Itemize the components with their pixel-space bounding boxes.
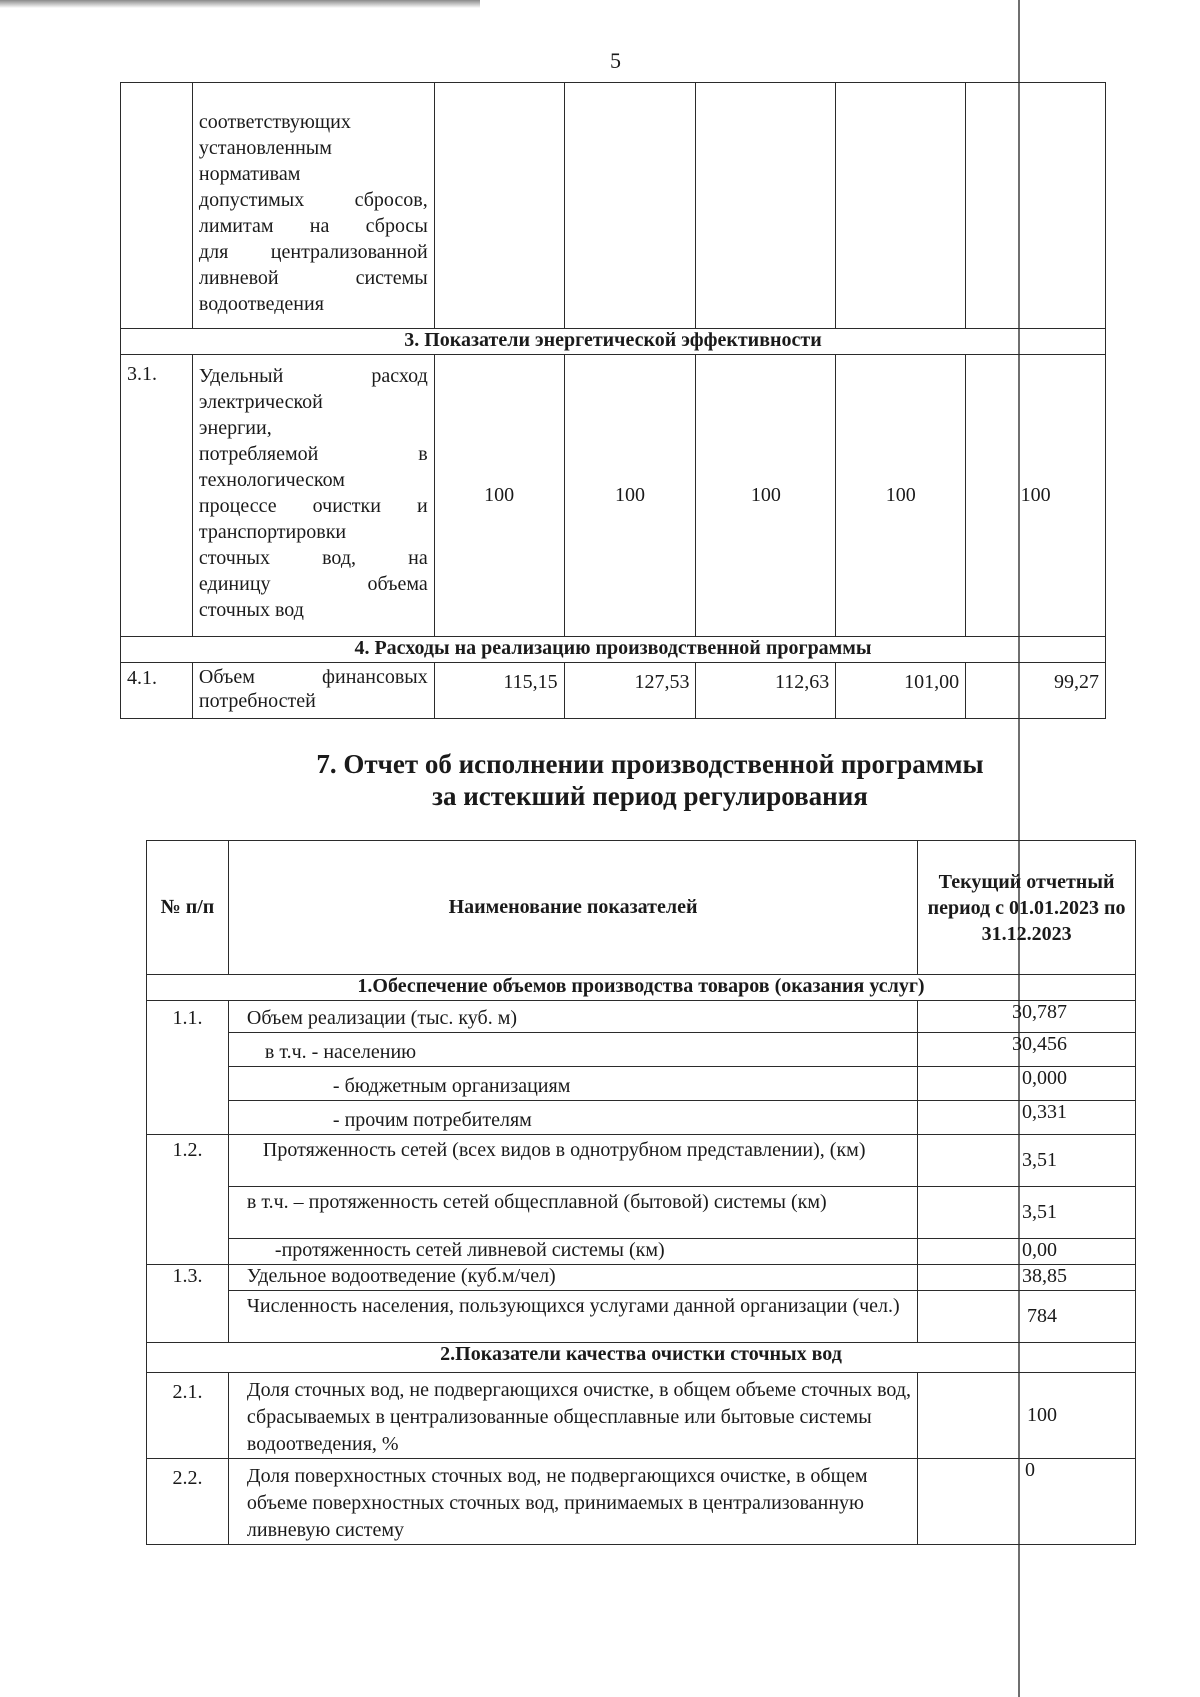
value-cell: 112,63 bbox=[696, 663, 836, 719]
section-row bbox=[121, 329, 1106, 355]
value-cell bbox=[696, 83, 836, 329]
scan-edge-artifact bbox=[0, 0, 480, 8]
table-row bbox=[147, 1239, 1136, 1265]
text-line: водоотведения bbox=[198, 293, 324, 315]
indicator-name bbox=[192, 663, 434, 719]
title-line-1: 7. Отчет об исполнении производственной программы bbox=[316, 749, 984, 779]
text-line: соответствующих bbox=[198, 111, 351, 133]
header-row bbox=[147, 841, 1136, 975]
row-number: 1.3. bbox=[147, 1265, 229, 1343]
value-cell: 115,15 bbox=[434, 663, 564, 719]
text-line: Объем финансовых bbox=[198, 666, 428, 688]
text-line: единицу объема bbox=[198, 573, 428, 595]
indicator-name bbox=[192, 355, 434, 637]
section-row bbox=[121, 637, 1106, 663]
value-cell: 3,51 bbox=[918, 1187, 1136, 1239]
value-cell: 100 bbox=[434, 355, 564, 637]
value-cell bbox=[836, 83, 966, 329]
row-number bbox=[121, 83, 193, 329]
value-cell: 0,000 bbox=[918, 1067, 1136, 1101]
section-heading: 4. Расходы на реализацию производственной программы bbox=[121, 637, 1106, 663]
row-number: 2.2. bbox=[147, 1459, 229, 1545]
value-cell: 784 bbox=[918, 1291, 1136, 1343]
indicator-label: Удельное водоотведение (куб.м/чел) bbox=[228, 1265, 917, 1291]
value-cell: 30,456 bbox=[918, 1033, 1136, 1067]
value-cell: 30,787 bbox=[918, 1001, 1136, 1033]
indicator-label: - бюджетным организациям bbox=[228, 1067, 917, 1101]
text-line: Удельный расход bbox=[198, 365, 428, 387]
indicator-label: Доля поверхностных сточных вод, не подвергающихся очистке, в общем объеме поверхностных сточных вод, принимаемых в централизованную ливневую систему bbox=[228, 1459, 917, 1545]
page-number: 5 bbox=[610, 48, 621, 73]
value-cell: 0,00 bbox=[918, 1239, 1136, 1265]
value-cell: 100 bbox=[564, 355, 696, 637]
section-heading: 2.Показатели качества очистки сточных вод bbox=[147, 1343, 1136, 1373]
table-row bbox=[147, 1033, 1136, 1067]
text-line: процессе очистки и bbox=[198, 495, 428, 517]
value-cell: 3,51 bbox=[918, 1135, 1136, 1187]
indicator-name bbox=[192, 83, 434, 329]
text-line: допустимых сбросов, bbox=[198, 189, 428, 211]
text-line: ливневой системы bbox=[198, 267, 428, 289]
column-header-name: Наименование показателей bbox=[228, 841, 917, 975]
value-cell bbox=[434, 83, 564, 329]
text-line: технологическом bbox=[198, 469, 345, 491]
value-cell: 0 bbox=[918, 1459, 1136, 1545]
indicator-label: в т.ч. - населению bbox=[228, 1033, 917, 1067]
text-line: сточных вод, на bbox=[198, 547, 428, 569]
text-line: лимитам на сбросы bbox=[198, 215, 428, 237]
section-row bbox=[147, 1343, 1136, 1373]
table-row bbox=[147, 1101, 1136, 1135]
section-heading: 1.Обеспечение объемов производства товаров (оказания услуг) bbox=[147, 975, 1136, 1001]
value-cell: 100 bbox=[918, 1373, 1136, 1459]
table-row bbox=[147, 1067, 1136, 1101]
table-row bbox=[147, 1187, 1136, 1239]
text-line: установленным bbox=[198, 137, 332, 159]
text-line: нормативам bbox=[198, 163, 301, 185]
indicator-label: Доля сточных вод, не подвергающихся очистке, в общем объеме сточных вод, сбрасываемых в централизованные общесплавные или бытовые системы водоотведения, % bbox=[228, 1373, 917, 1459]
row-number: 1.2. bbox=[147, 1135, 229, 1265]
title-line-2: за истекший период регулирования bbox=[432, 781, 868, 811]
text-line: транспортировки bbox=[198, 521, 347, 543]
value-cell: 101,00 bbox=[836, 663, 966, 719]
value-cell: 100 bbox=[696, 355, 836, 637]
table-row bbox=[121, 663, 1106, 719]
indicator-label: -протяженность сетей ливневой системы (км) bbox=[228, 1239, 917, 1265]
column-header-number: № п/п bbox=[147, 841, 229, 975]
section-heading: 3. Показатели энергетической эффективности bbox=[121, 329, 1106, 355]
text-line: потребностей bbox=[198, 690, 316, 712]
table-row bbox=[121, 83, 1106, 329]
value-cell: 99,27 bbox=[966, 663, 1106, 719]
value-cell bbox=[966, 83, 1106, 329]
row-number: 4.1. bbox=[121, 663, 193, 719]
value-cell: 127,53 bbox=[564, 663, 696, 719]
production-program-table bbox=[120, 82, 1106, 719]
execution-report-table bbox=[146, 840, 1136, 1545]
value-cell: 100 bbox=[966, 355, 1106, 637]
indicator-label: - прочим потребителям bbox=[228, 1101, 917, 1135]
text-line: энергии, bbox=[198, 417, 272, 439]
column-header-period: Текущий отчетный период с 01.01.2023 по 31.12.2023 bbox=[918, 841, 1136, 975]
indicator-label: Объем реализации (тыс. куб. м) bbox=[228, 1001, 917, 1033]
text-line: потребляемой в bbox=[198, 443, 428, 465]
table-row bbox=[147, 1265, 1136, 1291]
table-row bbox=[147, 1373, 1136, 1459]
indicator-label: в т.ч. – протяженность сетей общесплавной (бытовой) системы (км) bbox=[228, 1187, 917, 1239]
table-row bbox=[147, 1135, 1136, 1187]
table-row bbox=[147, 1459, 1136, 1545]
indicator-label: Протяженность сетей (всех видов в однотрубном представлении), (км) bbox=[228, 1135, 917, 1187]
row-number: 1.1. bbox=[147, 1001, 229, 1135]
row-number: 3.1. bbox=[121, 355, 193, 637]
value-cell: 38,85 bbox=[918, 1265, 1136, 1291]
section-7-title bbox=[250, 748, 1050, 812]
indicator-label: Численность населения, пользующихся услугами данной организации (чел.) bbox=[228, 1291, 917, 1343]
table-row bbox=[121, 355, 1106, 637]
text-line: электрической bbox=[198, 391, 323, 413]
value-cell: 100 bbox=[836, 355, 966, 637]
row-number: 2.1. bbox=[147, 1373, 229, 1459]
value-cell: 0,331 bbox=[918, 1101, 1136, 1135]
value-cell bbox=[564, 83, 696, 329]
table-row bbox=[147, 1291, 1136, 1343]
section-row bbox=[147, 975, 1136, 1001]
table-row bbox=[147, 1001, 1136, 1033]
text-line: сточных вод bbox=[198, 599, 304, 621]
text-line: для централизованной bbox=[198, 241, 428, 263]
